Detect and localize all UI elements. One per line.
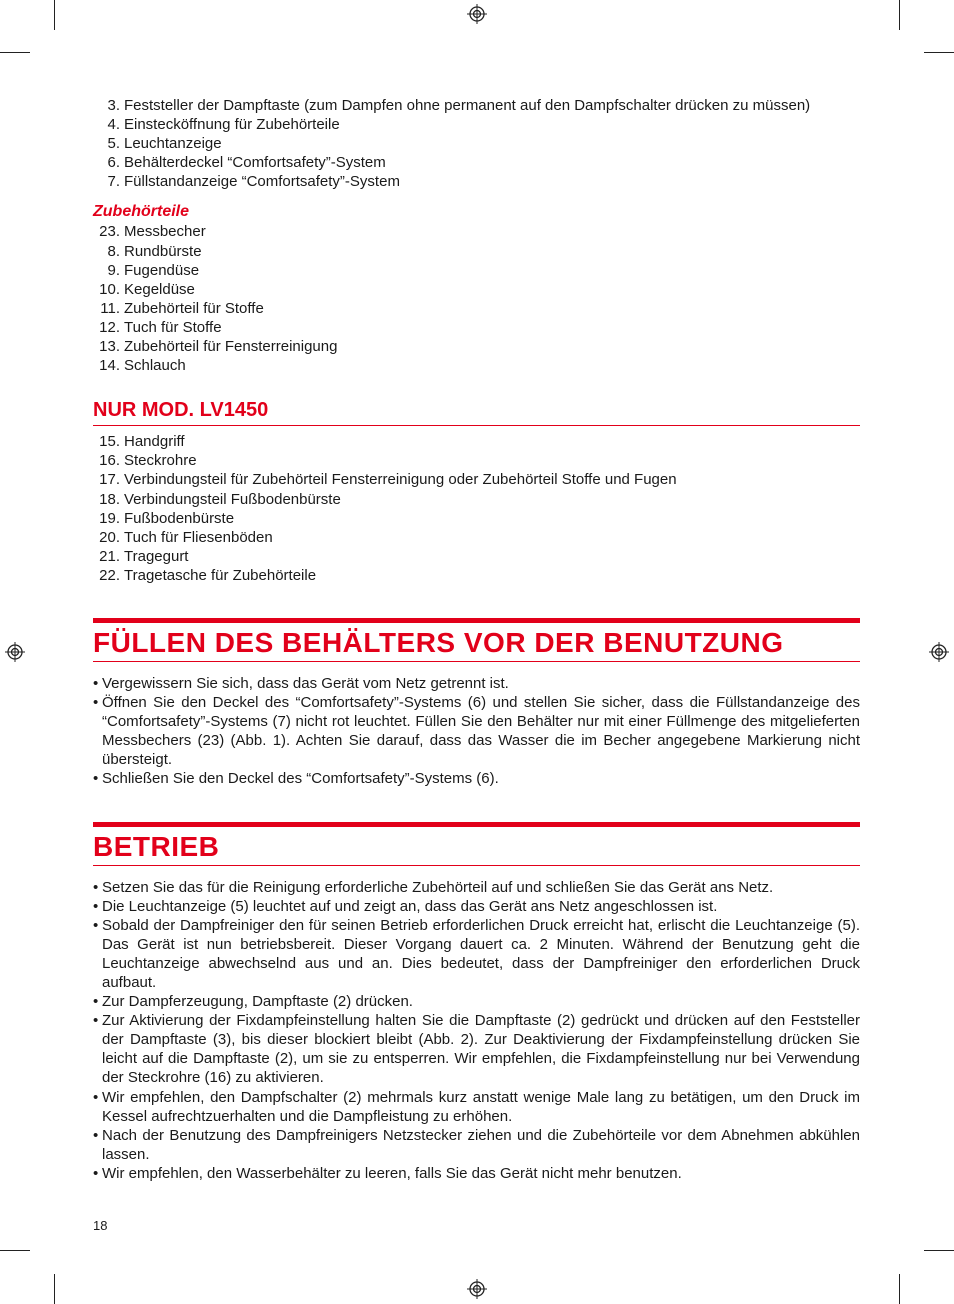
accessories-list [93, 222, 860, 375]
list-item: • Wir empfehlen, den Wasserbehälter zu leeren, falls Sie das Gerät nicht mehr benutzen. [93, 1164, 860, 1183]
list-item: 12. Tuch für Stoffe [99, 318, 222, 336]
list-item: • Vergewissern Sie sich, dass das Gerät vom Netz getrennt ist. [93, 674, 860, 693]
parts-list [93, 96, 860, 191]
list-item: • Öffnen Sie den Deckel des “Comfortsafety”-Systems (6) und stellen Sie sicher, dass die Füllstandanzeige des “Comfortsafety”-Systems (7) nicht rot leuchtet. Füllen Sie den Behälter nur mit einer Füllmenge des mitgelieferten Messbechers (23) (Abb. 1). Achten Sie darauf, dass das Wasser die im Becher angegebene Markierung nicht übersteigt. [93, 693, 860, 769]
list-item: 8. Rundbürste [107, 242, 202, 260]
list-item: 21. Tragegurt [99, 547, 189, 565]
list-item: 23. Messbecher [99, 223, 206, 241]
list-item: 20. Tuch für Fliesenböden [99, 528, 273, 546]
list-item: 13. Zubehörteil für Fensterreinigung [99, 338, 338, 356]
registration-mark-icon [5, 642, 25, 662]
page-content [93, 96, 860, 1183]
list-item: 3. Feststeller der Dampftaste (zum Dampfen ohne permanent auf den Dampfschalter drücken zu müssen) [107, 97, 811, 114]
page-number: 18 [93, 1218, 108, 1233]
list-item: 4. Einstecköffnung für Zubehörteile [107, 116, 340, 134]
crop-mark [899, 1274, 900, 1304]
accessories-heading: Zubehörteile [93, 203, 190, 221]
list-item: • Schließen Sie den Deckel des “Comfortsafety”-Systems (6). [93, 769, 860, 788]
list-item: 5. Leuchtanzeige [107, 135, 222, 153]
list-item: 22. Tragetasche für Zubehörteile [99, 566, 317, 584]
operation-section-heading: BETRIEB [93, 822, 860, 866]
crop-mark [54, 0, 55, 30]
model-section-heading: NUR MOD. LV1450 [93, 397, 860, 426]
model-parts-list [93, 432, 860, 585]
crop-mark [0, 1250, 30, 1251]
list-item: 11. Zubehörteil für Stoffe [100, 299, 264, 317]
crop-mark [899, 0, 900, 30]
list-item: • Sobald der Dampfreiniger den für seinen Betrieb erforderlichen Druck erreicht hat, erlischt die Leuchtanzeige (5). Das Gerät ist nun betriebsbereit. Dieser Vorgang dauert ca. 2 Minuten. Während der Benutzung geht die Leuchtanzeige abwechselnd aus und an. Dies bedeutet, dass der Dampfreiniger den erforderlichen Druck aufbaut. [93, 916, 860, 992]
list-item: • Zur Dampferzeugung, Dampftaste (2) drücken. [93, 992, 860, 1011]
list-item: • Setzen Sie das für die Reinigung erforderliche Zubehörteil auf und schließen Sie das Gerät ans Netz. [93, 878, 860, 897]
crop-mark [924, 1250, 954, 1251]
list-item: 14. Schlauch [99, 357, 186, 375]
list-item: 19. Fußbodenbürste [99, 509, 235, 527]
fill-instructions [93, 674, 860, 789]
crop-mark [924, 52, 954, 53]
list-item: 18. Verbindungsteil Fußbodenbürste [99, 490, 341, 508]
crop-mark [54, 1274, 55, 1304]
list-item: • Die Leuchtanzeige (5) leuchtet auf und zeigt an, dass das Gerät ans Netz angeschlossen ist. [93, 897, 860, 916]
list-item: 16. Steckrohre [99, 452, 197, 470]
fill-section-heading: FÜLLEN DES BEHÄLTERS VOR DER BENUTZUNG [93, 618, 860, 662]
list-item: 9. Fugendüse [107, 261, 200, 279]
registration-mark-icon [467, 1279, 487, 1299]
registration-mark-icon [929, 642, 949, 662]
list-item: • Zur Aktivierung der Fixdampfeinstellung halten Sie die Dampftaste (2) gedrückt und drücken auf den Feststeller der Dampftaste (3), bis dieser blockiert bleibt (Abb. 2). Zur Deaktivierung der Fixdampfeinstellung drücken Sie leicht auf die Dampftaste (2), um sie zu entsperren. Wir empfehlen, die Fixdampfeinstellung nur bei Verwendung der Steckrohre (16) zu aktivieren. [93, 1011, 860, 1087]
operation-instructions [93, 878, 860, 1184]
list-item: • Nach der Benutzung des Dampfreinigers Netzstecker ziehen und die Zubehörteile vor dem Abnehmen abkühlen lassen. [93, 1126, 860, 1164]
crop-mark [0, 52, 30, 53]
list-item: 10. Kegeldüse [99, 280, 195, 298]
list-item: 6. Behälterdeckel “Comfortsafety”-System [107, 154, 386, 172]
list-item: 17. Verbindungsteil für Zubehörteil Fensterreinigung oder Zubehörteil Stoffe und Fugen [99, 471, 677, 489]
list-item: • Wir empfehlen, den Dampfschalter (2) mehrmals kurz anstatt wenige Male lang zu betätigen, um den Druck im Kessel aufrechtzuerhalten und die Dampfleistung zu erhöhen. [93, 1088, 860, 1126]
list-item: 7. Füllstandanzeige “Comfortsafety”-System [107, 173, 400, 191]
list-item: 15. Handgriff [99, 433, 185, 451]
registration-mark-icon [467, 4, 487, 24]
